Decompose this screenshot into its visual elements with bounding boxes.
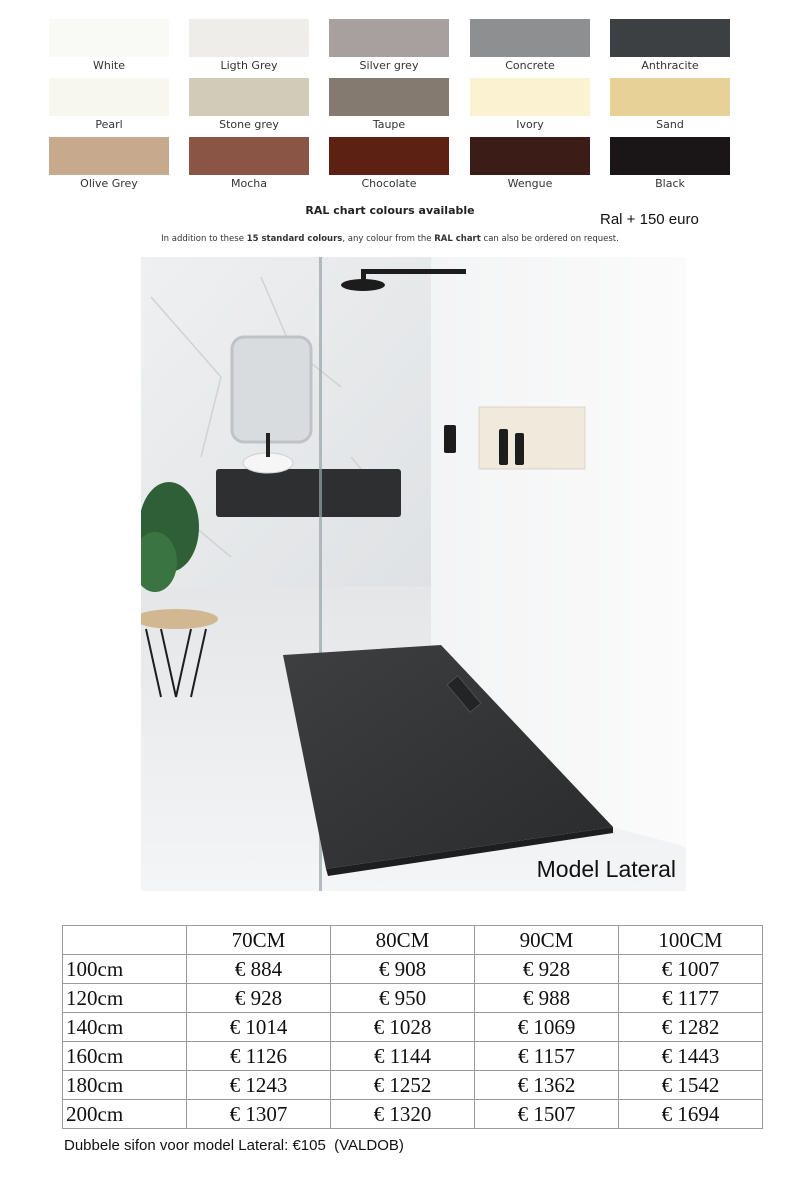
price-cell: € 1362	[475, 1071, 619, 1100]
colour-swatch-label: Taupe	[372, 118, 406, 131]
price-cell: € 1694	[619, 1100, 763, 1129]
price-cell: € 928	[475, 955, 619, 984]
price-table-row-label: 100cm	[63, 955, 187, 984]
bathroom-illustration	[141, 257, 686, 891]
ral-note-pre: In addition to these	[161, 234, 247, 244]
colour-swatch-label: Pearl	[95, 118, 123, 131]
price-cell: € 988	[475, 984, 619, 1013]
colour-swatch-label: Stone grey	[219, 118, 279, 131]
price-cell: € 1028	[331, 1013, 475, 1042]
price-cell: € 1243	[187, 1071, 331, 1100]
price-table-column-header: 90CM	[475, 926, 619, 955]
photo-caption: Model Lateral	[536, 856, 676, 882]
price-cell: € 1157	[475, 1042, 619, 1071]
colour-swatch-label: Wengue	[507, 177, 553, 190]
price-cell: € 1014	[187, 1013, 331, 1042]
price-cell: € 1282	[619, 1013, 763, 1042]
ral-note	[0, 234, 780, 244]
price-table-corner	[63, 926, 187, 955]
colour-swatch-label: Chocolate	[361, 177, 417, 190]
shower-head	[341, 279, 385, 291]
price-table-row-label: 200cm	[63, 1100, 187, 1129]
price-table-column-header: 80CM	[331, 926, 475, 955]
mirror	[232, 337, 311, 442]
colour-swatch-label: Mocha	[231, 177, 267, 190]
price-cell: € 1307	[187, 1100, 331, 1129]
footnote: Dubbele sifon voor model Lateral: €105 (VALDOB)	[64, 1137, 404, 1154]
price-cell: € 908	[331, 955, 475, 984]
table-row	[63, 984, 763, 1013]
colour-swatch-label: Black	[655, 177, 685, 190]
price-table-column-header: 100CM	[619, 926, 763, 955]
shower-mixer	[444, 425, 456, 453]
colour-swatch	[329, 78, 449, 116]
colour-swatch-label: Concrete	[505, 59, 555, 72]
price-table-row-label: 180cm	[63, 1071, 187, 1100]
price-cell: € 1320	[331, 1100, 475, 1129]
colour-swatch-label: Sand	[656, 118, 684, 131]
colour-swatch	[49, 137, 169, 175]
price-cell: € 950	[331, 984, 475, 1013]
colour-swatch	[189, 137, 309, 175]
colour-swatch-label: Silver grey	[359, 59, 419, 72]
colour-swatch	[470, 137, 590, 175]
price-table-row-label: 160cm	[63, 1042, 187, 1071]
table-row	[63, 955, 763, 984]
ral-note-bold-standard: 15 standard colours	[246, 234, 343, 244]
table-row	[63, 1100, 763, 1129]
colour-swatch	[329, 137, 449, 175]
colour-swatch	[329, 19, 449, 57]
price-table-row-label: 140cm	[63, 1013, 187, 1042]
price-cell: € 1252	[331, 1071, 475, 1100]
ral-title: RAL chart colours available	[305, 204, 475, 217]
colour-swatch	[189, 19, 309, 57]
colour-swatch	[470, 19, 590, 57]
ral-note-mid: , any colour from the	[342, 234, 435, 244]
colour-swatch	[610, 78, 730, 116]
soap-bottle	[499, 429, 508, 465]
vanity-unit	[216, 469, 401, 517]
colour-swatch-label: Anthracite	[641, 59, 699, 72]
colour-swatch	[610, 137, 730, 175]
shower-arm	[361, 269, 466, 274]
price-table-body	[63, 955, 763, 1129]
ral-note-post: can also be ordered on request.	[480, 234, 619, 244]
price-cell: € 928	[187, 984, 331, 1013]
wall-niche	[479, 407, 585, 469]
table-row	[63, 1071, 763, 1100]
colour-swatch	[470, 78, 590, 116]
price-cell: € 1542	[619, 1071, 763, 1100]
price-cell: € 1177	[619, 984, 763, 1013]
colour-swatch-label: Olive Grey	[80, 177, 138, 190]
price-cell: € 1007	[619, 955, 763, 984]
product-photo	[141, 257, 686, 891]
colour-swatch	[49, 19, 169, 57]
basin-tap	[266, 433, 270, 457]
price-table-row-label: 120cm	[63, 984, 187, 1013]
colour-swatch-label: Ligth Grey	[220, 59, 278, 72]
price-cell: € 1144	[331, 1042, 475, 1071]
colour-swatch	[49, 78, 169, 116]
colour-swatch-label: White	[93, 59, 125, 72]
price-cell: € 1126	[187, 1042, 331, 1071]
price-table	[62, 925, 763, 1129]
table-row	[63, 1042, 763, 1071]
price-cell: € 1443	[619, 1042, 763, 1071]
table-row	[63, 1013, 763, 1042]
price-cell: € 884	[187, 955, 331, 984]
price-cell: € 1507	[475, 1100, 619, 1129]
colour-swatch	[610, 19, 730, 57]
colour-swatch	[189, 78, 309, 116]
colour-swatch-label: Ivory	[516, 118, 544, 131]
price-table-column-header: 70CM	[187, 926, 331, 955]
price-cell: € 1069	[475, 1013, 619, 1042]
price-table-header-row	[63, 926, 763, 955]
ral-note-bold-ral: RAL chart	[434, 234, 481, 244]
ral-surcharge: Ral + 150 euro	[600, 211, 699, 228]
